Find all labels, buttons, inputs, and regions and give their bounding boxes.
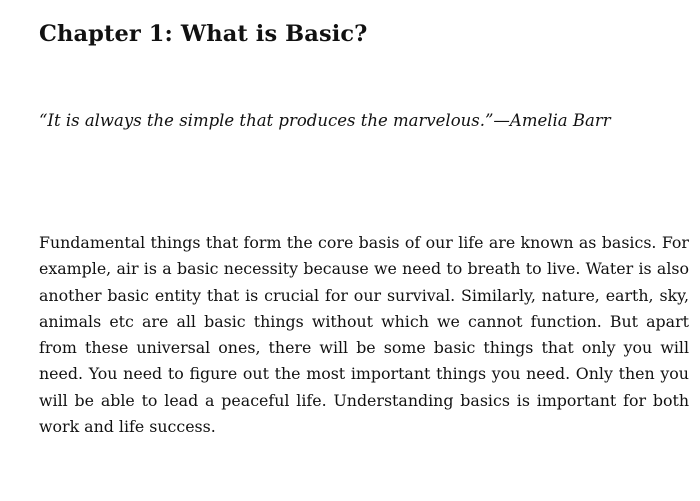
chapter-title: Chapter 1: What is Basic? [39,21,368,47]
body-paragraph: Fundamental things that form the core basis of our life are known as basics. For example, air is a basic necessity because we need to breath to live. Water is also another basic entity that is crucial for our survival. Similarly, nature, earth, sky, animals etc are all basic things without which we cannot function. But apart from these universal ones, there will be some basic things that only you will need. You need to figure out the most important things you need. Only then you will be able to lead a peaceful life. Understanding basics is important for both work and life success. [39,233,689,437]
epigraph-quote: “It is always the simple that produces the marvelous.”—Amelia Barr [39,111,611,130]
